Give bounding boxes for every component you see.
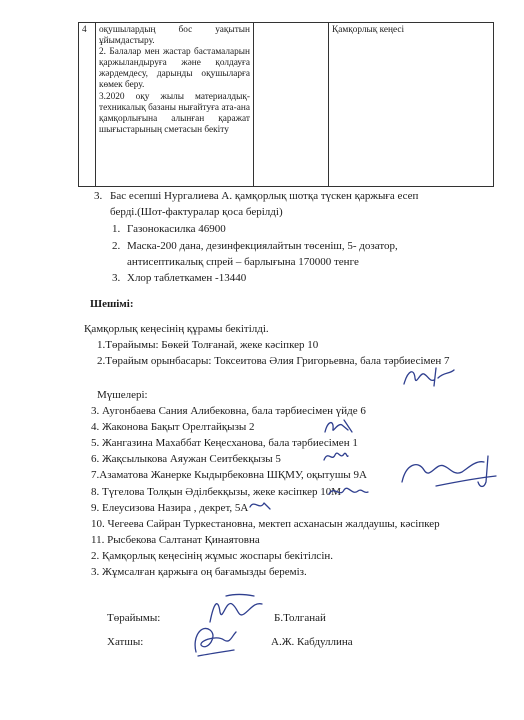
member-line: 9. Елеусизова Назира , декрет, 5А [91,502,249,514]
chair-signature-name: Б.Толганай [274,612,326,624]
decision-heading: Шешімі: [90,298,134,310]
report-sub-number: 2. [112,240,121,252]
plan-table [78,22,494,187]
secretary-signature-name: А.Ж. Кабдуллина [271,636,353,648]
member-line: 4. Жаконова Бақыт Орелтайқызы 2 [91,421,255,433]
member-line: 7.Азаматова Жанерке Кыдырбековна ШҚМУ, оқытушы 9А [91,469,367,481]
decision-point-2: 2. Қамқорлық кеңесінің жұмыс жоспары бекітілсін. [91,550,334,562]
member-line: 5. Жангазина Махаббат Кеңесханова, бала тәрбиесімен 1 [91,437,358,449]
vice-chair-line: 2.Төрайым орынбасары: Токсеитова Әлия Григорьевна, бала тәрбиесімен 7 [97,355,450,367]
chair-line: 1.Төрайымы: Бөкей Толғанай, жеке кәсіпкер 10 [97,339,319,351]
report-line-1: Бас есепші Нургалиева А. қамқорлық шотқа түскен қаржыға есеп [110,190,419,202]
handwritten-signature [322,446,350,466]
report-sub-number: 1. [112,223,121,235]
report-sub-item: Маска-200 дана, дезинфекциялайтын төсеніш, 5- дозатор, [127,240,398,252]
secretary-signature-label: Хатшы: [107,636,144,648]
decision-point-3: 3. Жұмсалған қаржыға оң бағамызды береміз. [91,566,307,578]
report-line-2: берді.(Шот-фактуралар қоса берілді) [110,206,283,218]
table-cell-empty [254,23,329,187]
member-line: 8. Түгелова Толқын Әділбекқызы, жеке кәсіпкер 10М [91,486,342,498]
activity-item: оқушылардың бос уақытын ұйымдастыру. [99,25,250,47]
table-row [79,23,494,187]
secretary-handwritten-signature [188,616,240,660]
handwritten-signature [326,482,370,502]
member-line: 3. Аугонбаева Сания Алибековна, бала тәрбиесімен үйде 6 [91,405,366,417]
report-sub-item: Хлор таблеткамен -13440 [127,272,247,284]
member-line: 10. Чегеева Сайран Туркестановна, мектеп асханасын жалдаушы, кәсіпкер [91,518,440,530]
activity-item: 3.2020 оқу жылы материалдық-техникалық базаны нығайтуға ата-ана қамқорлығына алынған қаражат шығыстарының сметасын бекіту [99,91,250,135]
member-line: 11. Рысбекова Салтанат Қинаятовна [91,534,260,546]
decision-intro: Қамқорлық кеңесінің құрамы бекітілді. [84,323,269,335]
table-cell-responsible: Қамқорлық кеңесі [329,23,494,187]
member-line: 6. Жақсылыкова Аяужан Сеитбекқызы 5 [91,453,281,465]
handwritten-signature [322,416,358,436]
table-cell-activities [96,23,254,187]
report-sub-number: 3. [112,272,121,284]
report-sub-item: Газонокасилка 46900 [127,223,226,235]
handwritten-signature [400,362,458,390]
handwritten-signature [248,497,272,513]
members-label: Мүшелері: [97,389,148,401]
chair-signature-label: Төрайымы: [107,612,161,624]
activity-item: 2. Балалар мен жастар бастамаларын қаржыландыруға және қолдауға жәрдемдесу, дарынды оқушыларға көмек беру. [99,47,250,91]
report-number: 3. [94,190,103,202]
report-sub-item: антисептикалық спрей – барлығына 170000 тенге [127,256,359,268]
handwritten-signature [396,452,506,492]
table-cell-number: 4 [79,23,96,187]
